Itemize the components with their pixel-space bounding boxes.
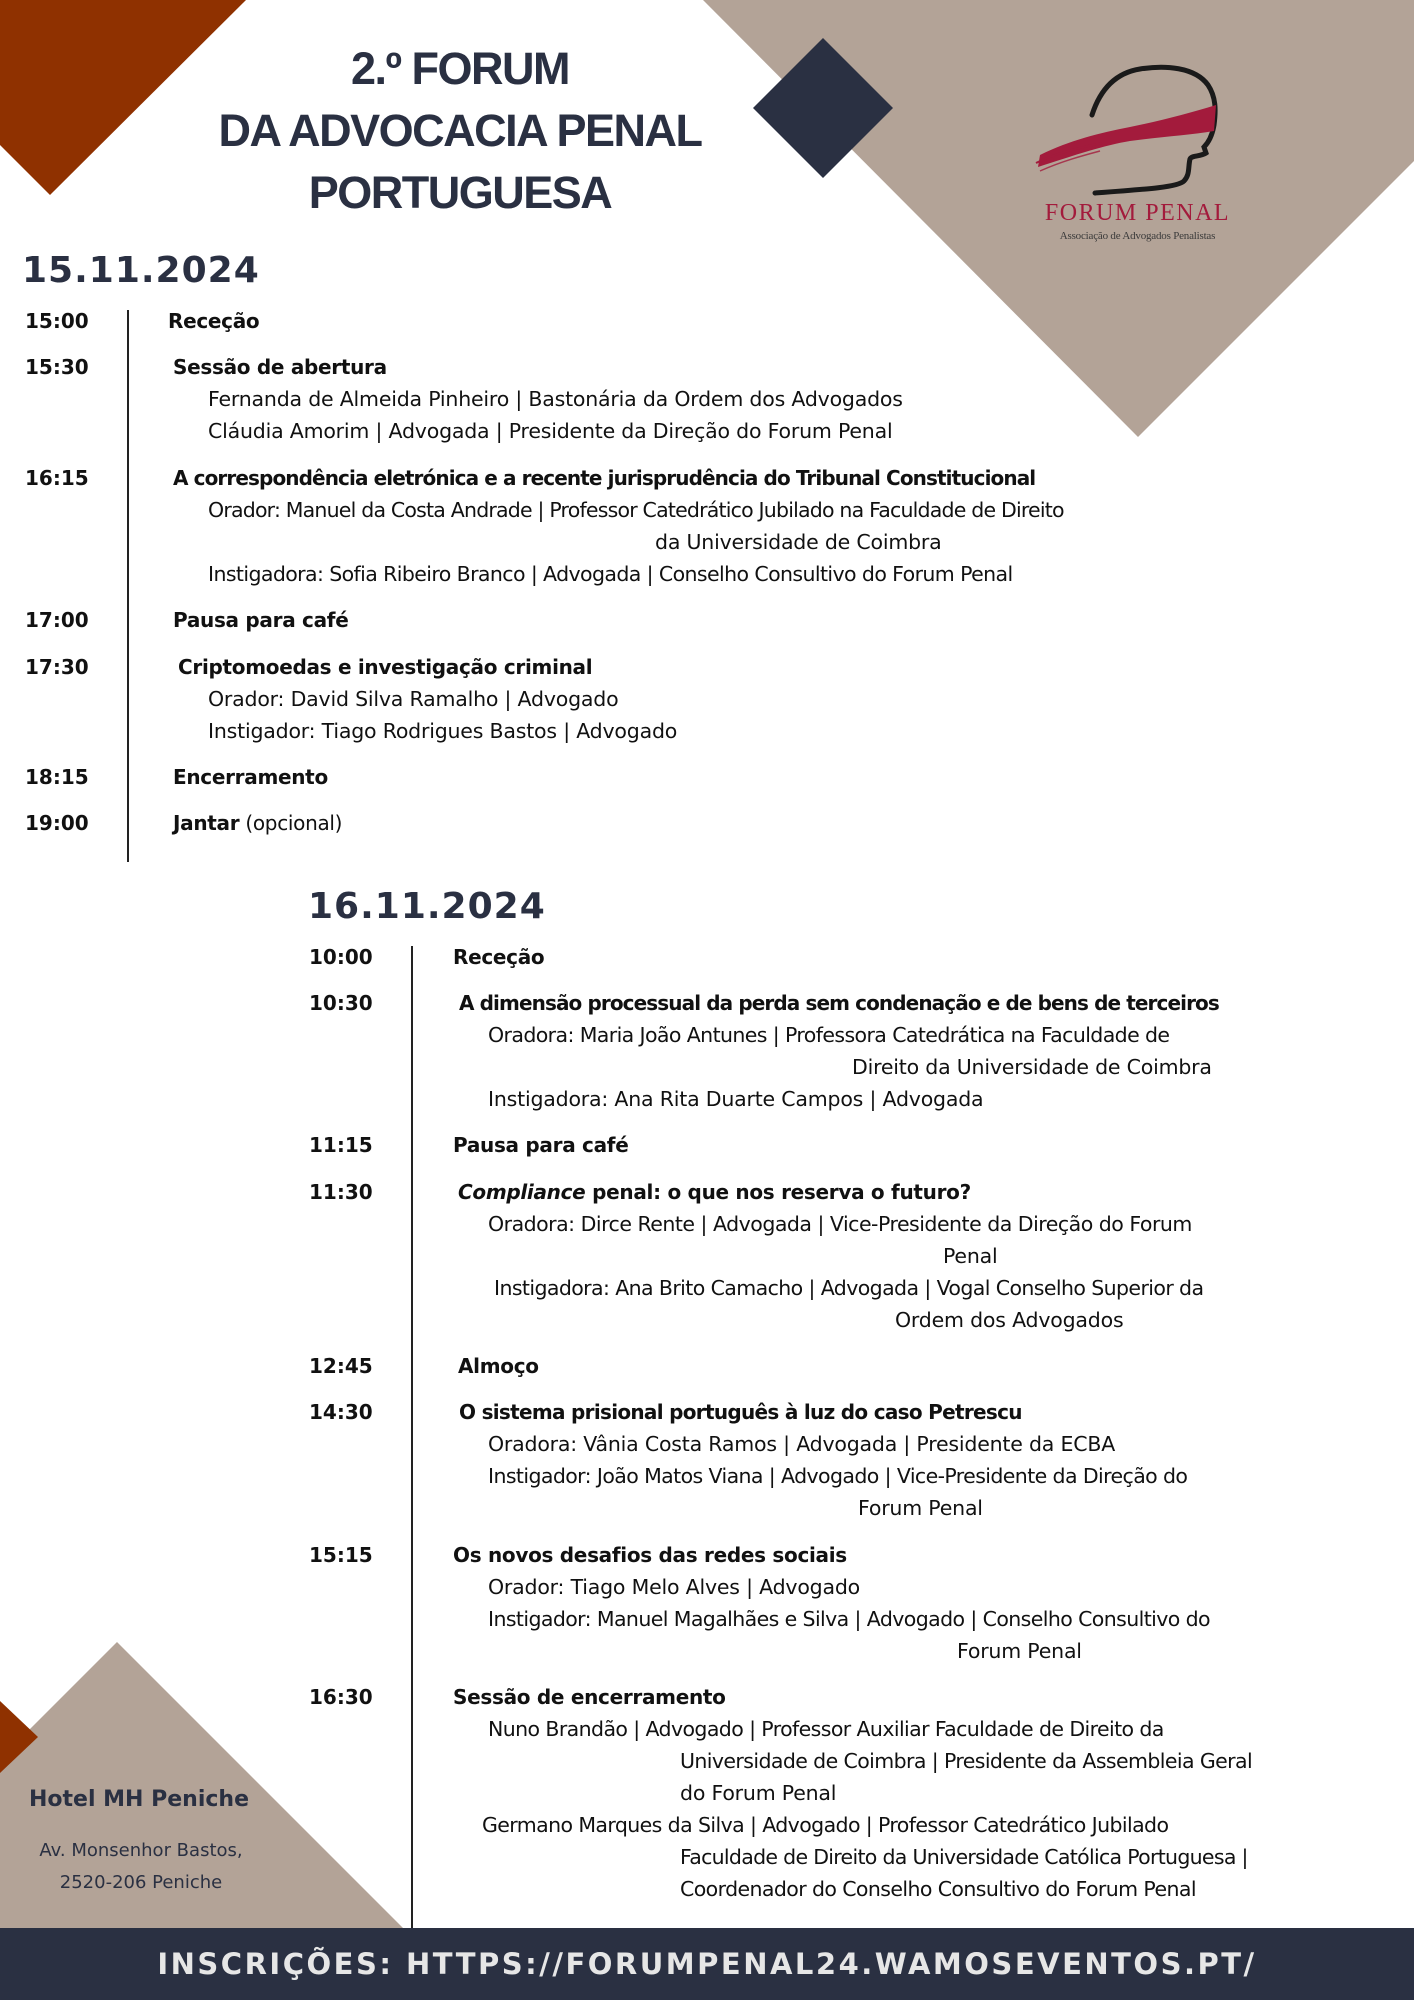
item-time: 15:30 — [25, 355, 89, 379]
item-detail: Instigadora: Sofia Ribeiro Branco | Advogada | Conselho Consultivo do Forum Penal — [208, 562, 1013, 586]
item-time: 11:15 — [309, 1133, 373, 1157]
item-time: 16:15 — [25, 466, 89, 490]
title-line: 2.º FORUM — [351, 43, 569, 94]
item-title: Encerramento — [173, 765, 328, 789]
venue-address-line: Av. Monsenhor Bastos, — [39, 1840, 243, 1861]
item-time: 10:30 — [309, 991, 373, 1015]
item-time: 18:15 — [25, 765, 89, 789]
item-detail: Fernanda de Almeida Pinheiro | Bastonária da Ordem dos Advogados — [208, 387, 903, 411]
item-detail: Forum Penal — [957, 1639, 1082, 1663]
item-detail: Instigador: Manuel Magalhães e Silva | Advogado | Conselho Consultivo do — [488, 1607, 1210, 1631]
item-title: Pausa para café — [453, 1133, 629, 1157]
item-title: Receção — [168, 309, 260, 333]
item-time: 16:30 — [309, 1685, 373, 1709]
item-title — [173, 811, 342, 835]
item-title: Criptomoedas e investigação criminal — [178, 655, 593, 679]
item-title: Pausa para café — [173, 608, 349, 632]
item-detail: Faculdade de Direito da Universidade Católica Portuguesa | — [680, 1845, 1248, 1869]
registration-banner — [0, 1928, 1414, 2000]
blindfolded-head-icon — [1030, 55, 1230, 200]
title-line: DA ADVOCACIA PENAL — [218, 105, 702, 156]
item-time: 17:00 — [25, 608, 89, 632]
item-detail: Orador: Manuel da Costa Andrade | Professor Catedrático Jubilado na Faculdade de Direito — [208, 498, 1064, 522]
item-time: 15:00 — [25, 309, 89, 333]
day-2-date: 16.11.2024 — [308, 886, 546, 927]
item-detail: Oradora: Vânia Costa Ramos | Advogada | Presidente da ECBA — [488, 1432, 1116, 1456]
item-detail: Oradora: Maria João Antunes | Professora Catedrática na Faculdade de — [488, 1023, 1170, 1047]
venue-address-line: 2520-206 Peniche — [59, 1872, 223, 1893]
item-detail: da Universidade de Coimbra — [655, 530, 942, 554]
item-detail: Instigadora: Ana Brito Camacho | Advogada | Vogal Conselho Superior da — [494, 1276, 1204, 1300]
item-detail: Oradora: Dirce Rente | Advogada | Vice-Presidente da Direção do Forum — [488, 1212, 1192, 1236]
item-time: 19:00 — [25, 811, 89, 835]
item-detail: Cláudia Amorim | Advogada | Presidente da Direção do Forum Penal — [208, 419, 893, 443]
item-title-italic: Compliance — [458, 1180, 586, 1204]
venue-name: Hotel MH Peniche — [29, 1787, 249, 1812]
item-detail: Orador: David Silva Ramalho | Advogado — [208, 687, 619, 711]
item-time: 15:15 — [309, 1543, 373, 1567]
item-detail: Penal — [943, 1244, 998, 1268]
day-1-timeline — [127, 310, 129, 862]
item-title: O sistema prisional português à luz do caso Petrescu — [459, 1400, 1022, 1424]
item-time: 14:30 — [309, 1400, 373, 1424]
item-title: Almoço — [458, 1354, 539, 1378]
item-detail: Instigador: Tiago Rodrigues Bastos | Advogado — [208, 719, 678, 743]
logo-name: FORUM PENAL — [1044, 200, 1231, 226]
item-title: A dimensão processual da perda sem condenação e de bens de terceiros — [459, 991, 1219, 1015]
item-detail: Forum Penal — [858, 1496, 983, 1520]
item-time: 12:45 — [309, 1354, 373, 1378]
day-2-timeline — [411, 946, 413, 1928]
item-detail: Instigadora: Ana Rita Duarte Campos | Advogada — [488, 1087, 984, 1111]
day-1-date: 15.11.2024 — [22, 250, 260, 291]
item-detail: Orador: Tiago Melo Alves | Advogado — [488, 1575, 861, 1599]
item-detail: Universidade de Coimbra | Presidente da Assembleia Geral — [680, 1749, 1253, 1773]
item-title: Sessão de encerramento — [453, 1685, 726, 1709]
item-time: 11:30 — [309, 1180, 373, 1204]
registration-link[interactable]: INSCRIÇÕES: HTTPS://FORUMPENAL24.WAMOSEVENTOS.PT/ — [157, 1947, 1257, 1981]
item-title: A correspondência eletrónica e a recente jurisprudência do Tribunal Constitucional — [173, 466, 1036, 490]
item-detail: Instigador: João Matos Viana | Advogado | Vice-Presidente da Direção do — [488, 1464, 1188, 1488]
item-detail: Ordem dos Advogados — [895, 1308, 1124, 1332]
item-title: Sessão de abertura — [173, 355, 387, 379]
item-detail: Germano Marques da Silva | Advogado | Professor Catedrático Jubilado — [482, 1813, 1169, 1837]
item-title — [458, 1180, 971, 1204]
item-title: Receção — [453, 945, 545, 969]
item-detail: Nuno Brandão | Advogado | Professor Auxiliar Faculdade de Direito da — [488, 1717, 1164, 1741]
item-detail: do Forum Penal — [680, 1781, 837, 1805]
item-title-text: penal: o que nos reserva o futuro? — [585, 1180, 971, 1204]
title-line: PORTUGUESA — [308, 167, 612, 218]
item-detail: Direito da Universidade de Coimbra — [852, 1055, 1212, 1079]
page-title — [150, 38, 770, 224]
item-title-text: Jantar — [173, 811, 240, 835]
item-time: 10:00 — [309, 945, 373, 969]
item-title: Os novos desafios das redes sociais — [453, 1543, 847, 1567]
item-time: 17:30 — [25, 655, 89, 679]
logo-subtitle: Associação de Advogados Penalistas — [1059, 230, 1216, 242]
item-detail: Coordenador do Conselho Consultivo do Forum Penal — [680, 1877, 1196, 1901]
item-title-suffix: (opcional) — [239, 811, 343, 835]
